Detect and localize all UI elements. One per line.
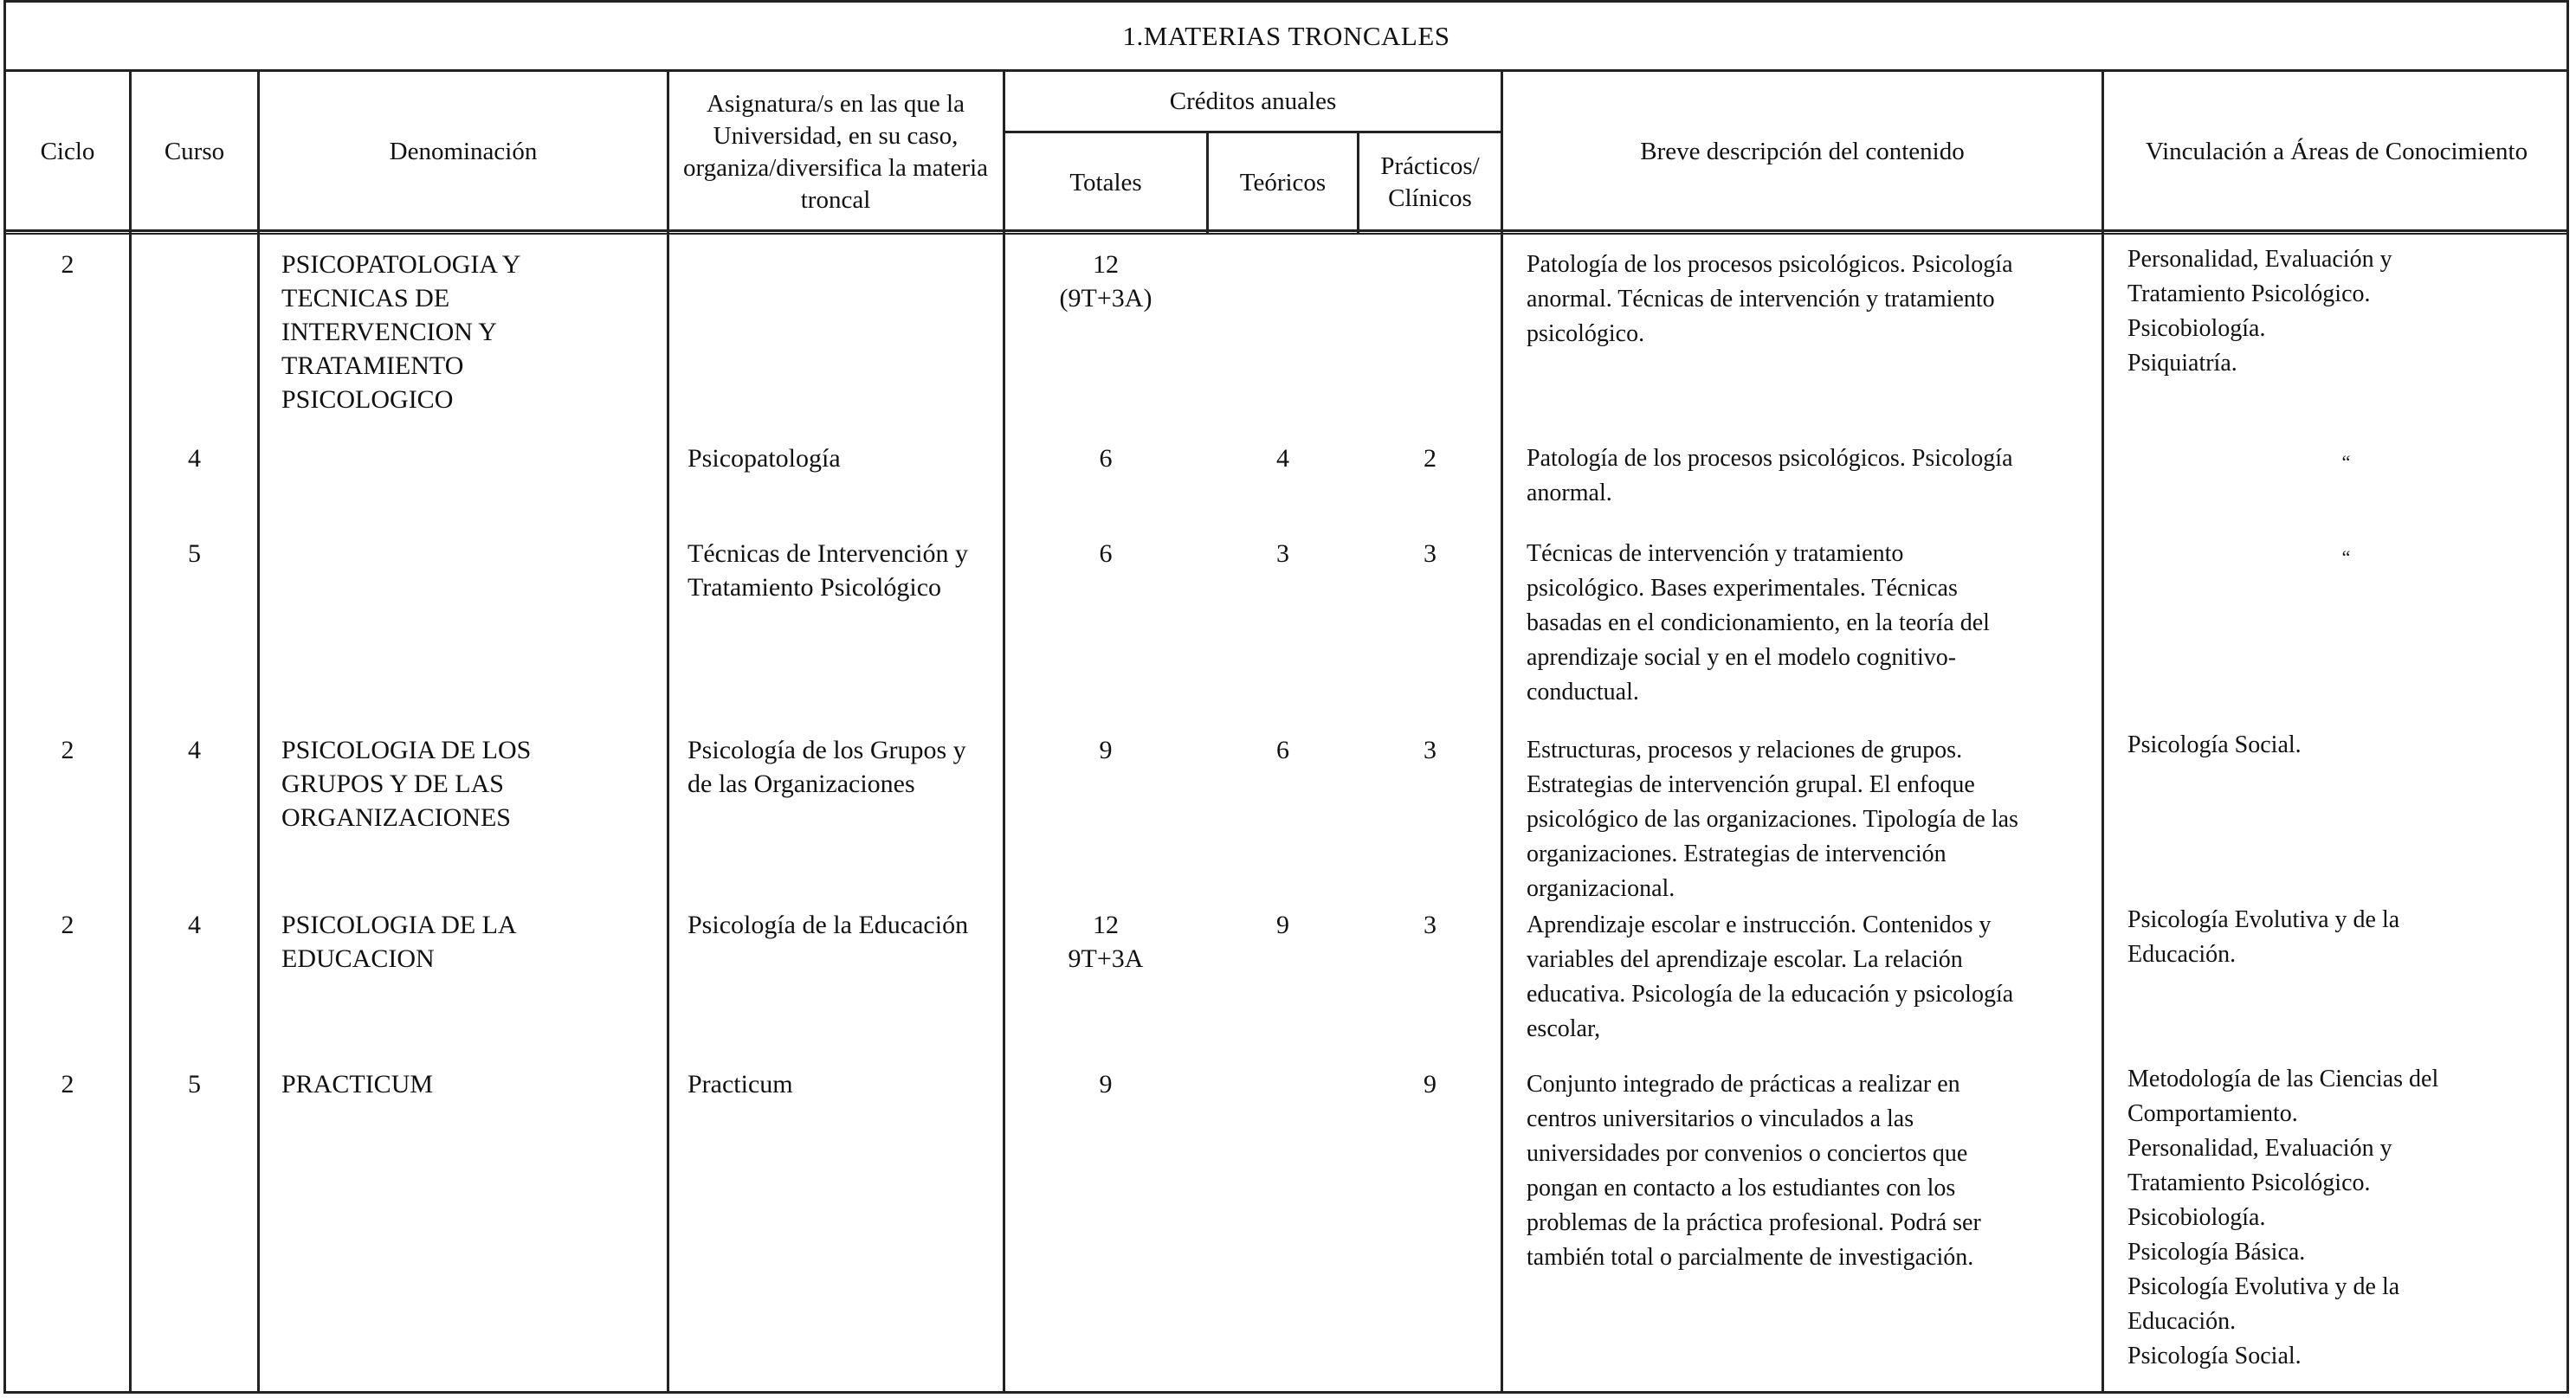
header-creditos: Créditos anuales: [1169, 87, 1337, 115]
cell-denominacion-line: INTERVENCION Y: [281, 318, 497, 346]
cell-practicos-line: 3: [1424, 736, 1436, 764]
cell-totales-line: 12: [1093, 250, 1119, 279]
cell-curso-line: 4: [188, 911, 201, 939]
header-descripcion: Breve descripción del contenido: [1640, 138, 1965, 165]
cell-descripcion-line: Patología de los procesos psicológicos. Psicología: [1527, 251, 2013, 278]
cell-areas-line: Psicobiología.: [2127, 1204, 2266, 1231]
cell-asignatura: [688, 441, 999, 475]
cell-areas-line: Comportamiento.: [2127, 1100, 2298, 1127]
cell-teoricos-line: 3: [1276, 539, 1289, 568]
cell-descripcion: [1527, 537, 2098, 710]
table-title: 1.MATERIAS TRONCALES: [6, 3, 2566, 72]
cell-curso: [132, 908, 257, 942]
cell-descripcion-line: centros universitarios o vinculados a las: [1527, 1105, 1914, 1132]
document-table: [3, 0, 2569, 1394]
cell-practicos-line: 9: [1424, 1070, 1436, 1098]
cell-ciclo: [6, 733, 129, 767]
cell-descripcion: [1527, 733, 2098, 906]
cell-practicos-line: 3: [1424, 911, 1436, 939]
cell-areas: [2127, 436, 2565, 480]
header-curso: Curso: [164, 138, 225, 165]
cell-denominacion: [281, 248, 662, 416]
cell-areas-line: Personalidad, Evaluación y: [2127, 1135, 2392, 1162]
cell-totales-line: (9T+3A): [1059, 284, 1152, 312]
cell-denominacion-line: EDUCACION: [281, 944, 435, 973]
cell-ciclo-line: 2: [61, 911, 74, 939]
cell-totales: [1005, 248, 1206, 315]
cell-denominacion-line: TRATAMIENTO: [281, 351, 464, 380]
cell-denominacion: [281, 733, 662, 834]
cell-asignatura-line: Psicopatología: [688, 444, 841, 473]
cell-areas: [2127, 242, 2565, 381]
cell-descripcion-line: Conjunto integrado de prácticas a realizar en: [1527, 1071, 1960, 1098]
cell-denominacion: [281, 1067, 662, 1101]
cell-denominacion-line: ORGANIZACIONES: [281, 803, 511, 832]
cell-asignatura-line: de las Organizaciones: [688, 770, 915, 798]
cell-ciclo-line: 2: [61, 736, 74, 764]
cell-descripcion-line: también total o parcialmente de investigación.: [1527, 1244, 1974, 1271]
cell-denominacion-line: PSICOLOGICO: [281, 385, 454, 414]
cell-denominacion-line: GRUPOS Y DE LAS: [281, 770, 504, 798]
header-asignaturas: Asignatura/s en las que la Universidad, en su caso, organiza/diversifica la materia troncal: [682, 89, 989, 214]
cell-totales-line: 6: [1099, 444, 1113, 473]
cell-practicos: [1359, 733, 1501, 767]
col-divider: [667, 72, 669, 1394]
cell-curso-line: 5: [188, 539, 201, 568]
cell-descripcion-line: Técnicas de intervención y tratamiento: [1527, 540, 1904, 567]
cell-teoricos: [1209, 537, 1357, 570]
header-practicos: Prácticos/ Clínicos: [1380, 152, 1480, 212]
cell-descripcion-line: Aprendizaje escolar e instrucción. Contenidos y: [1527, 912, 1992, 938]
cell-areas: [2127, 531, 2565, 575]
cell-practicos: [1359, 908, 1501, 942]
cell-practicos-line: 3: [1424, 539, 1436, 568]
cell-asignatura-line: Tratamiento Psicológico: [688, 573, 942, 602]
cell-totales: [1005, 733, 1206, 767]
cell-descripcion-line: Patología de los procesos psicológicos. Psicología: [1527, 445, 2013, 472]
cell-asignatura: [688, 537, 999, 604]
cell-descripcion-line: Estructuras, procesos y relaciones de grupos.: [1527, 737, 1963, 763]
cell-denominacion-line: PRACTICUM: [281, 1070, 434, 1098]
cell-practicos: [1359, 1067, 1501, 1101]
cell-practicos: [1359, 537, 1501, 570]
cell-denominacion-line: PSICOLOGIA DE LA: [281, 911, 517, 939]
cell-descripcion-line: organizacional.: [1527, 875, 1675, 902]
cell-asignatura: [688, 1067, 999, 1101]
cell-teoricos-line: 6: [1276, 736, 1289, 764]
cell-totales-line: 9T+3A: [1068, 944, 1144, 973]
cell-descripcion-line: pongan en contacto a los estudiantes con los: [1527, 1175, 1956, 1202]
cell-asignatura-line: Psicología de la Educación: [688, 911, 969, 939]
header-teoricos: Teóricos: [1239, 168, 1327, 196]
cell-areas-line: Psicología Social.: [2127, 1343, 2302, 1369]
cell-descripcion-line: problemas de la práctica profesional. Podrá ser: [1527, 1209, 1981, 1236]
cell-areas-line: Tratamiento Psicológico.: [2127, 280, 2371, 307]
cell-descripcion-line: basadas en el condicionamiento, en la teoría del: [1527, 609, 1990, 636]
cell-teoricos: [1209, 441, 1357, 475]
cell-areas-line: Psicología Social.: [2127, 731, 2302, 758]
cell-areas-line: Educación.: [2127, 1308, 2237, 1335]
cell-teoricos: [1209, 733, 1357, 767]
cell-areas-line: “: [2341, 451, 2351, 473]
header-totales: Totales: [1069, 168, 1142, 196]
col-divider: [1501, 72, 1503, 1394]
cell-practicos: [1359, 441, 1501, 475]
cell-totales: [1005, 908, 1206, 976]
cell-asignatura-line: Practicum: [688, 1070, 793, 1098]
cell-areas: [2127, 1062, 2565, 1374]
cell-areas-line: Metodología de las Ciencias del: [2127, 1066, 2439, 1092]
header-vinculacion: Vinculación a Áreas de Conocimiento: [2145, 138, 2528, 165]
cell-denominacion-line: TECNICAS DE: [281, 284, 450, 312]
cell-areas-line: Personalidad, Evaluación y: [2127, 246, 2392, 273]
cell-areas-line: Psicología Evolutiva y de la: [2127, 906, 2400, 933]
cell-descripcion-line: conductual.: [1527, 679, 1639, 705]
cell-totales-line: 6: [1099, 539, 1113, 568]
cell-descripcion: [1527, 1067, 2098, 1275]
cell-totales-line: 9: [1099, 1070, 1113, 1098]
header-denominacion: Denominación: [389, 138, 538, 165]
cell-descripcion-line: educativa. Psicología de la educación y psicología: [1527, 981, 2014, 1008]
col-divider: [2101, 72, 2104, 1394]
cell-descripcion-line: organizaciones. Estrategias de intervención: [1527, 841, 1947, 867]
cell-ciclo-line: 2: [61, 250, 74, 279]
cell-asignatura: [688, 733, 999, 801]
cell-totales: [1005, 441, 1206, 475]
cell-curso: [132, 1067, 257, 1101]
cell-descripcion-line: escolar,: [1527, 1015, 1601, 1042]
cell-descripcion: [1527, 441, 2098, 511]
cell-totales-line: 9: [1099, 736, 1113, 764]
col-divider: [257, 72, 260, 1394]
cell-ciclo: [6, 908, 129, 942]
cell-descripcion-line: psicológico.: [1527, 320, 1645, 347]
cell-descripcion: [1527, 248, 2098, 351]
cell-descripcion-line: psicológico de las organizaciones. Tipología de las: [1527, 806, 2018, 833]
cell-asignatura-line: Psicología de los Grupos y: [688, 736, 966, 764]
cell-areas-line: Psicobiología.: [2127, 315, 2266, 342]
cell-curso-line: 5: [188, 1070, 201, 1098]
cell-areas-line: Psicología Evolutiva y de la: [2127, 1273, 2400, 1300]
cell-descripcion-line: variables del aprendizaje escolar. La relación: [1527, 946, 1963, 973]
cell-ciclo-line: 2: [61, 1070, 74, 1098]
cell-descripcion-line: universidades por convenios o conciertos que: [1527, 1140, 1968, 1167]
cell-ciclo: [6, 1067, 129, 1101]
cell-denominacion-line: PSICOPATOLOGIA Y: [281, 250, 521, 279]
cell-totales: [1005, 1067, 1206, 1101]
cell-descripcion: [1527, 908, 2098, 1047]
cell-descripcion-line: anormal. Técnicas de intervención y tratamiento: [1527, 286, 1995, 312]
cell-totales-line: 12: [1093, 911, 1119, 939]
cell-curso: [132, 537, 257, 570]
cell-areas: [2127, 903, 2565, 972]
cell-teoricos: [1209, 908, 1357, 942]
cell-descripcion-line: psicológico. Bases experimentales. Técnicas: [1527, 575, 1958, 602]
cell-areas-line: Tratamiento Psicológico.: [2127, 1169, 2371, 1196]
cell-areas-line: Psiquiatría.: [2127, 350, 2237, 377]
cell-ciclo: [6, 248, 129, 281]
header-ciclo: Ciclo: [40, 138, 95, 165]
cell-curso-line: 4: [188, 444, 201, 473]
cell-descripcion-line: aprendizaje social y en el modelo cognitivo-: [1527, 644, 1957, 671]
cell-totales: [1005, 537, 1206, 570]
cell-areas: [2127, 728, 2565, 763]
cell-curso: [132, 441, 257, 475]
cell-descripcion-line: anormal.: [1527, 480, 1612, 506]
cell-asignatura-line: Técnicas de Intervención y: [688, 539, 969, 568]
cell-curso-line: 4: [188, 736, 201, 764]
cell-practicos-line: 2: [1424, 444, 1436, 473]
cell-teoricos-line: 4: [1276, 444, 1289, 473]
cell-teoricos-line: 9: [1276, 911, 1289, 939]
cell-areas-line: Psicología Básica.: [2127, 1239, 2306, 1266]
cell-descripcion-line: Estrategias de intervención grupal. El enfoque: [1527, 771, 1975, 798]
cell-areas-line: “: [2341, 546, 2351, 568]
cell-denominacion-line: PSICOLOGIA DE LOS: [281, 736, 532, 764]
cell-asignatura: [688, 908, 999, 942]
cell-denominacion: [281, 908, 662, 976]
cell-curso: [132, 733, 257, 767]
cell-areas-line: Educación.: [2127, 941, 2237, 968]
